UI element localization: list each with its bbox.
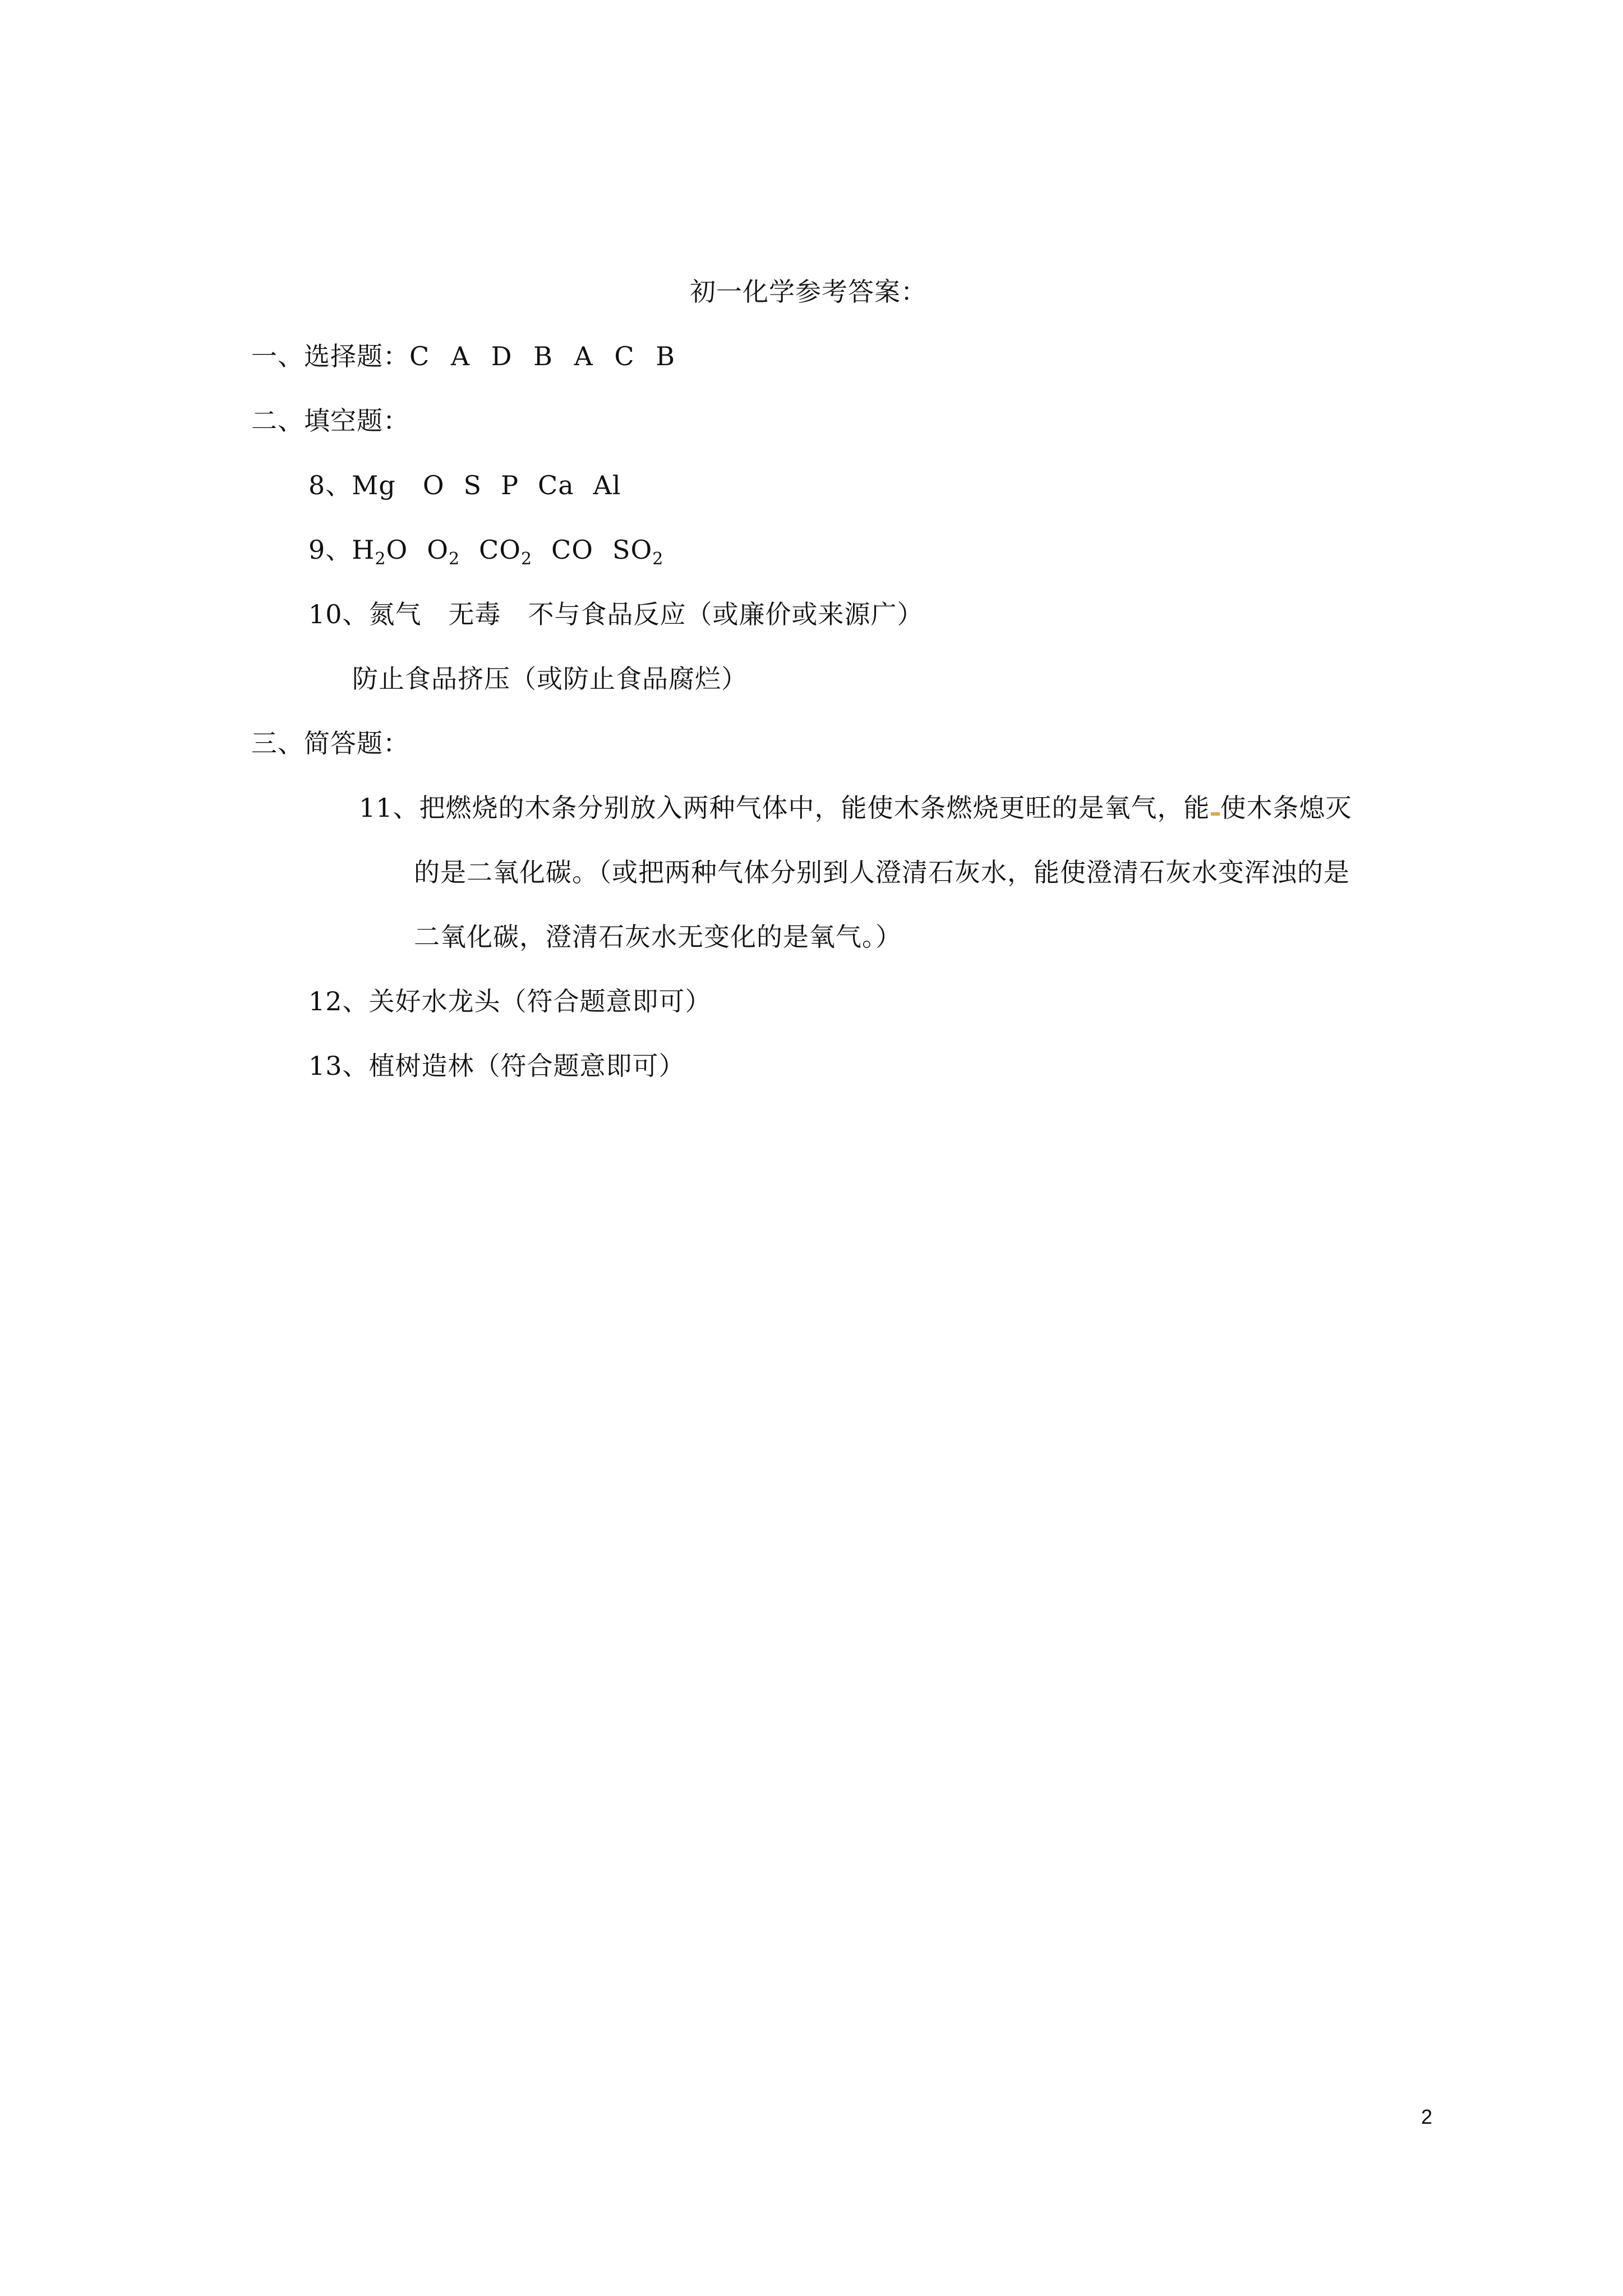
section-label: 一、选择题： (251, 341, 409, 371)
section-short-answer-label: 三、简答题： (251, 728, 409, 758)
answer-text: 关好水龙头（符合题意即可） (368, 986, 712, 1016)
chemical-formula: $SO_2$ (612, 535, 664, 569)
chemical-formula: $CO_2$ (479, 535, 533, 569)
question-number: 11、 (359, 793, 419, 823)
answer-text: 不与食品反应（或廉价或来源广） (528, 599, 924, 629)
section-fill-in-label: 二、填空题： (251, 406, 409, 436)
chemical-formula: $H_2O$ (352, 535, 408, 569)
section-multiple-choice (251, 339, 681, 373)
answer-10 (308, 597, 924, 631)
question-number: 8、 (308, 470, 352, 500)
answer-11-line-3: 二氧化碳，澄清石灰水无变化的是氧气。） (414, 922, 902, 952)
element-symbol: Mg (352, 470, 396, 500)
answer-text: 氮气 (368, 599, 422, 629)
chemical-formula: $O_2$ (427, 535, 460, 569)
element-symbol: S (463, 470, 482, 500)
element-symbol: O (422, 470, 445, 500)
answer-9 (308, 533, 663, 567)
element-symbol: Ca (538, 470, 574, 500)
choice-answers: C A D B A C B (409, 341, 682, 371)
question-number: 10、 (308, 599, 369, 629)
answer-8 (308, 468, 621, 502)
question-number: 13、 (308, 1051, 369, 1081)
page-number: 2 (1421, 2105, 1433, 2128)
page-title: 初一化学参考答案： (690, 277, 927, 307)
answer-text: 把燃烧的木条分别放入两种气体中，能使木条燃烧更旺的是氧气，能 (419, 793, 1210, 823)
question-number: 9、 (308, 535, 352, 565)
answer-12 (308, 984, 712, 1018)
chemical-formula: CO (551, 535, 593, 565)
element-symbol: Al (593, 470, 621, 500)
element-symbol: P (501, 470, 519, 500)
highlight-mark (1211, 812, 1220, 816)
answer-text: 使木条熄灭 (1220, 793, 1352, 823)
answer-10-line-2: 防止食品挤压（或防止食品腐烂） (352, 664, 748, 694)
answer-text: 植树造林（符合题意即可） (368, 1051, 685, 1081)
answer-13 (308, 1049, 685, 1083)
answer-11-line-1 (359, 791, 1352, 825)
answer-text: 无毒 (448, 599, 501, 629)
answer-11-line-2: 的是二氧化碳。（或把两种气体分别到人澄清石灰水，能使澄清石灰水变浑浊的是 (414, 857, 1350, 887)
question-number: 12、 (308, 986, 369, 1016)
